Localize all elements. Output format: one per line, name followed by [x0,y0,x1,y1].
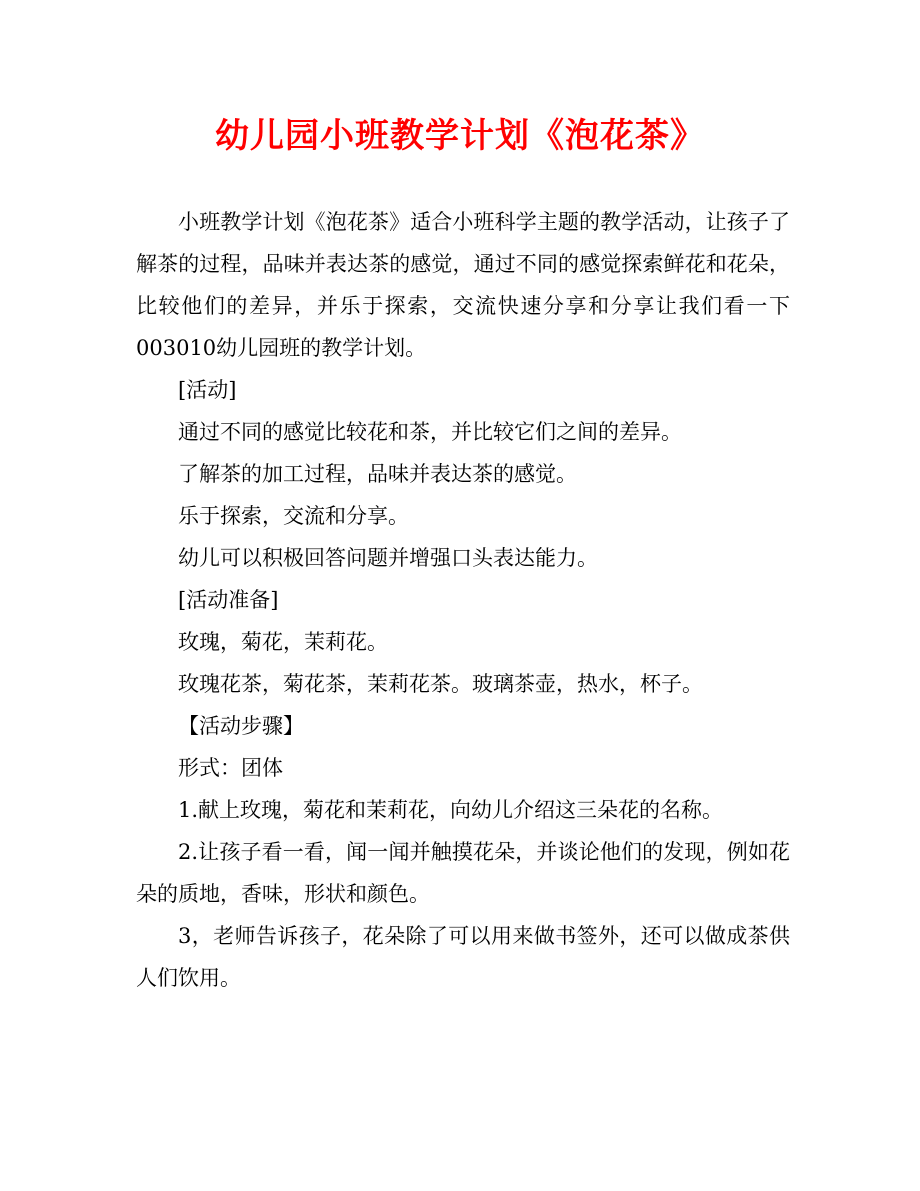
step-item: 3，老师告诉孩子，花朵除了可以用来做书签外，还可以做成茶供人们饮用。 [136,924,790,990]
goal-item: 通过不同的感觉比较花和茶，并比较它们之间的差异。 [178,420,682,444]
goal-item: 乐于探索，交流和分享。 [178,504,409,528]
section-heading-goals: [活动] [178,378,237,402]
intro-paragraph: 小班教学计划《泡花茶》适合小班科学主题的教学活动，让孩子了解茶的过程，品味并表达茶的感觉，通过不同的感觉探索鲜花和花朵，比较他们的差异，并乐于探索，交流快速分享和分享让我们看一下003010幼儿园班的教学计划。 [136,210,790,360]
goal-item: 幼儿可以积极回答问题并增强口头表达能力。 [178,546,598,570]
prep-item: 玫瑰花茶，菊花茶，茉莉花茶。玻璃茶壶，热水，杯子。 [178,672,703,696]
prep-item: 玫瑰，菊花，茉莉花。 [178,630,388,654]
step-item: 1.献上玫瑰，菊花和茉莉花，向幼儿介绍这三朵花的名称。 [178,798,724,822]
goal-item: 了解茶的加工过程，品味并表达茶的感觉。 [178,462,577,486]
document-body [136,201,790,999]
activity-form: 形式：团体 [178,756,283,780]
document-title: 幼儿园小班教学计划《泡花茶》 [215,116,705,156]
step-item: 2.让孩子看一看，闻一闻并触摸花朵，并谈论他们的发现，例如花朵的质地，香味，形状和颜色。 [136,840,790,906]
section-heading-prep: [活动准备] [178,588,279,612]
section-heading-steps: 【活动步骤】 [178,714,304,738]
